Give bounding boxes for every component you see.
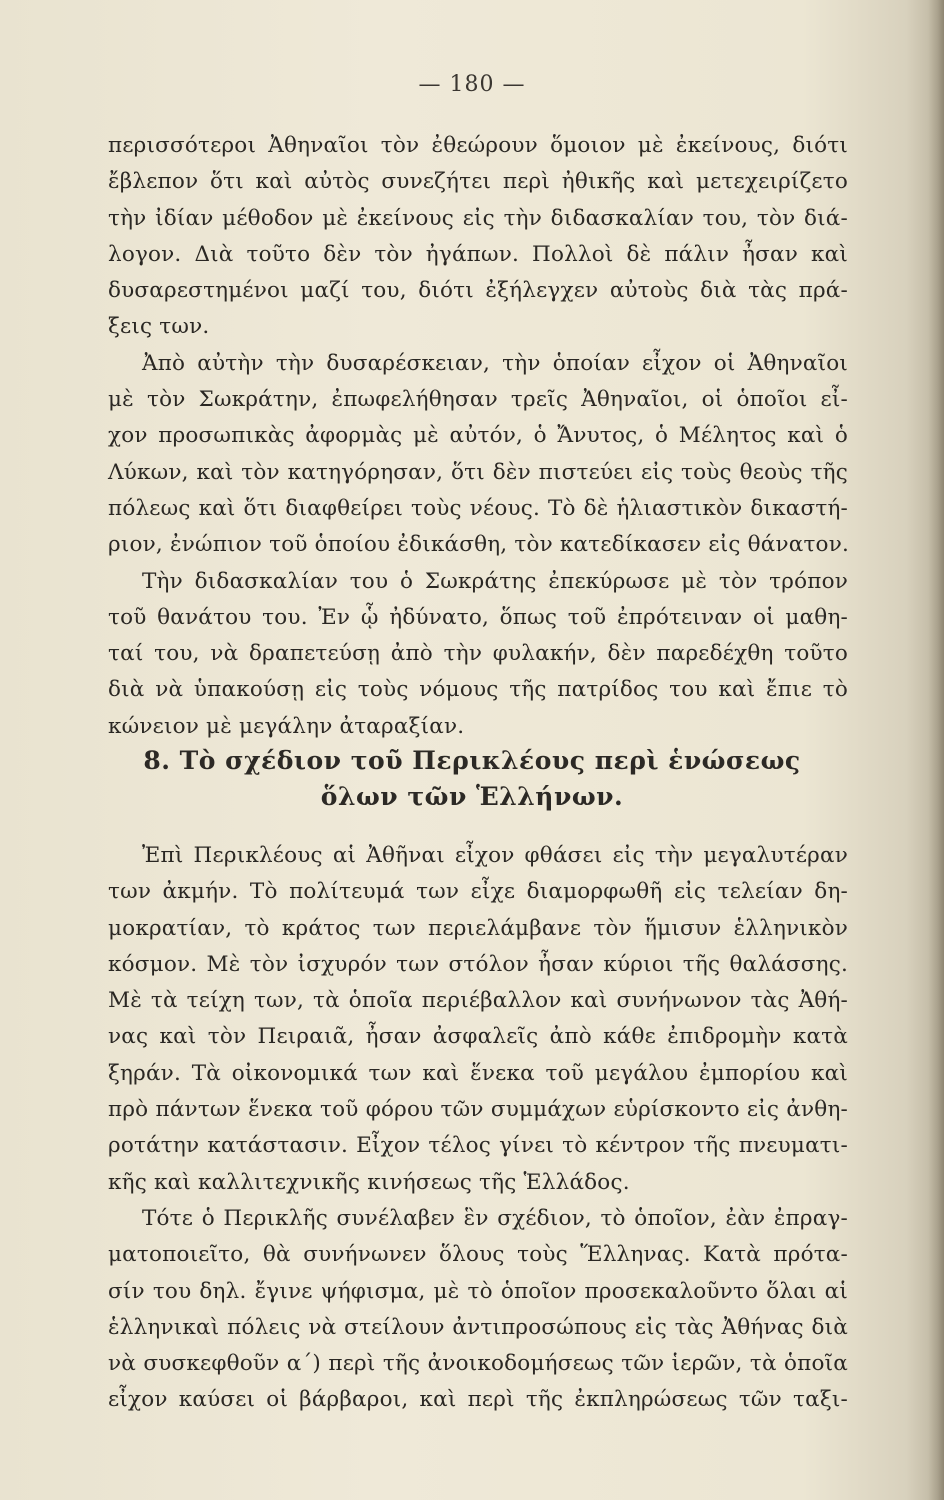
- text-line: ταί του, νὰ δραπετεύσῃ ἀπὸ τὴν φυλακήν, δὲν παρεδέχθη τοῦτο: [108, 641, 848, 667]
- text-line: διὰ νὰ ὑπακούσῃ εἰς τοὺς νόμους τῆς πατρίδος του καὶ ἔπιε τὸ: [108, 677, 848, 703]
- text-line: Ἐπὶ Περικλέους αἱ Ἀθῆναι εἶχον φθάσει εἰς τὴν μεγαλυτέραν: [142, 843, 848, 868]
- text-line: Λύκων, καὶ τὸν κατηγόρησαν, ὅτι δὲν πιστεύει εἰς τοὺς θεοὺς τῆς: [108, 459, 848, 485]
- text-line: πρὸ πάντων ἕνεκα τοῦ φόρου τῶν συμμάχων εὑρίσκοντο εἰς ἀνθη-: [108, 1097, 848, 1123]
- text-line: μὲ τὸν Σωκράτην, ἐπωφελήθησαν τρεῖς Ἀθηναῖοι, οἱ ὁποῖοι εἶ-: [108, 387, 848, 413]
- text-line: λογον. Διὰ τοῦτο δὲν τὸν ἠγάπων. Πολλοὶ δὲ πάλιν ἦσαν καὶ: [108, 241, 848, 267]
- text-line: των ἀκμήν. Τὸ πολίτευμά των εἶχε διαμορφωθῆ εἰς τελείαν δη-: [108, 879, 848, 905]
- text-line: νας καὶ τὸν Πειραιᾶ, ἦσαν ἀσφαλεῖς ἀπὸ κάθε ἐπιδρομὴν κατὰ: [108, 1024, 848, 1050]
- text-line: Μὲ τὰ τείχη των, τὰ ὁποῖα περιέβαλλον καὶ συνήνωνον τὰς Ἀθή-: [108, 988, 848, 1014]
- text-line: κώνειον μὲ μεγάλην ἀταραξίαν.: [108, 713, 465, 739]
- text-line: ξεις των.: [108, 314, 210, 340]
- text-line: ροτάτην κατάστασιν. Εἶχον τέλος γίνει τὸ κέντρον τῆς πνευματι-: [108, 1133, 848, 1159]
- text-line: τὴν ἰδίαν μέθοδον μὲ ἐκείνους εἰς τὴν διδασκαλίαν του, τὸν διά-: [108, 205, 848, 231]
- text-line: κόσμον. Μὲ τὸν ἰσχυρόν των στόλον ἦσαν κύριοι τῆς θαλάσσης.: [108, 951, 848, 977]
- text-line: Τὴν διδασκαλίαν του ὁ Σωκράτης ἐπεκύρωσε μὲ τὸν τρόπον: [142, 568, 848, 594]
- text-line: δυσαρεστημένοι μαζί του, διότι ἐξήλεγχεν αὐτοὺς διὰ τὰς πρά-: [108, 278, 848, 304]
- text-line: κῆς καὶ καλλιτεχνικῆς κινήσεως τῆς Ἑλλάδος.: [108, 1169, 630, 1195]
- text-line: μοκρατίαν, τὸ κράτος των περιελάμβανε τὸν ἥμισυν ἑλληνικὸν: [108, 915, 848, 941]
- text-line: ἔβλεπον ὅτι καὶ αὐτὸς συνεζήτει περὶ ἠθικῆς καὶ μετεχειρίζετο: [108, 169, 848, 195]
- text-line: πόλεως καὶ ὅτι διαφθείρει τοὺς νέους. Τὸ δὲ ἡλιαστικὸν δικαστή-: [108, 495, 848, 521]
- text-line: περισσότεροι Ἀθηναῖοι τὸν ἐθεώρουν ὅμοιον μὲ ἐκείνους, διότι: [108, 133, 848, 158]
- page-number: — 180 —: [418, 72, 526, 97]
- text-line: ξηράν. Τὰ οἰκονομικά των καὶ ἕνεκα τοῦ μεγάλου ἐμπορίου καὶ: [108, 1060, 848, 1086]
- text-line: εἶχον καύσει οἱ βάρβαροι, καὶ περὶ τῆς ἐκπληρώσεως τῶν ταξι-: [108, 1387, 848, 1413]
- text-line: ἑλληνικαὶ πόλεις νὰ στείλουν ἀντιπροσώπους εἰς τὰς Ἀθήνας διὰ: [108, 1314, 848, 1340]
- text-line: νὰ συσκεφθοῦν α΄) περὶ τῆς ἀνοικοδομήσεως τῶν ἱερῶν, τὰ ὁποῖα: [108, 1351, 848, 1377]
- section-heading-line-2: ὅλων τῶν Ἑλλήνων.: [320, 782, 624, 811]
- text-line: χον προσωπικὰς ἀφορμὰς μὲ αὐτόν, ὁ Ἄνυτος, ὁ Μέλητος καὶ ὁ: [108, 423, 848, 449]
- text-line: σίν του δηλ. ἔγινε ψήφισμα, μὲ τὸ ὁποῖον προσεκαλοῦντο ὅλαι αἱ: [108, 1278, 848, 1304]
- text-line: ριον, ἐνώπιον τοῦ ὁποίου ἐδικάσθη, τὸν κατεδίκασεν εἰς θάνατον.: [108, 532, 849, 558]
- text-line: Τότε ὁ Περικλῆς συνέλαβεν ἓν σχέδιον, τὸ ὁποῖον, ἐὰν ἐπραγ-: [142, 1205, 848, 1231]
- text-line: ματοποιεῖτο, θὰ συνήνωνεν ὅλους τοὺς Ἕλληνας. Κατὰ πρότα-: [108, 1242, 848, 1268]
- text-line: τοῦ θανάτου του. Ἐν ᾧ ἠδύνατο, ὅπως τοῦ ἐπρότειναν οἱ μαθη-: [108, 604, 848, 630]
- text-block-bottom: [108, 838, 848, 1419]
- text-line: Ἀπὸ αὐτὴν τὴν δυσαρέσκειαν, τὴν ὁποίαν εἶχον οἱ Ἀθηναῖοι: [142, 350, 848, 376]
- text-block-top: [108, 128, 848, 745]
- section-heading-line-1: 8. Τὸ σχέδιον τοῦ Περικλέους περὶ ἑνώσεως: [143, 746, 801, 775]
